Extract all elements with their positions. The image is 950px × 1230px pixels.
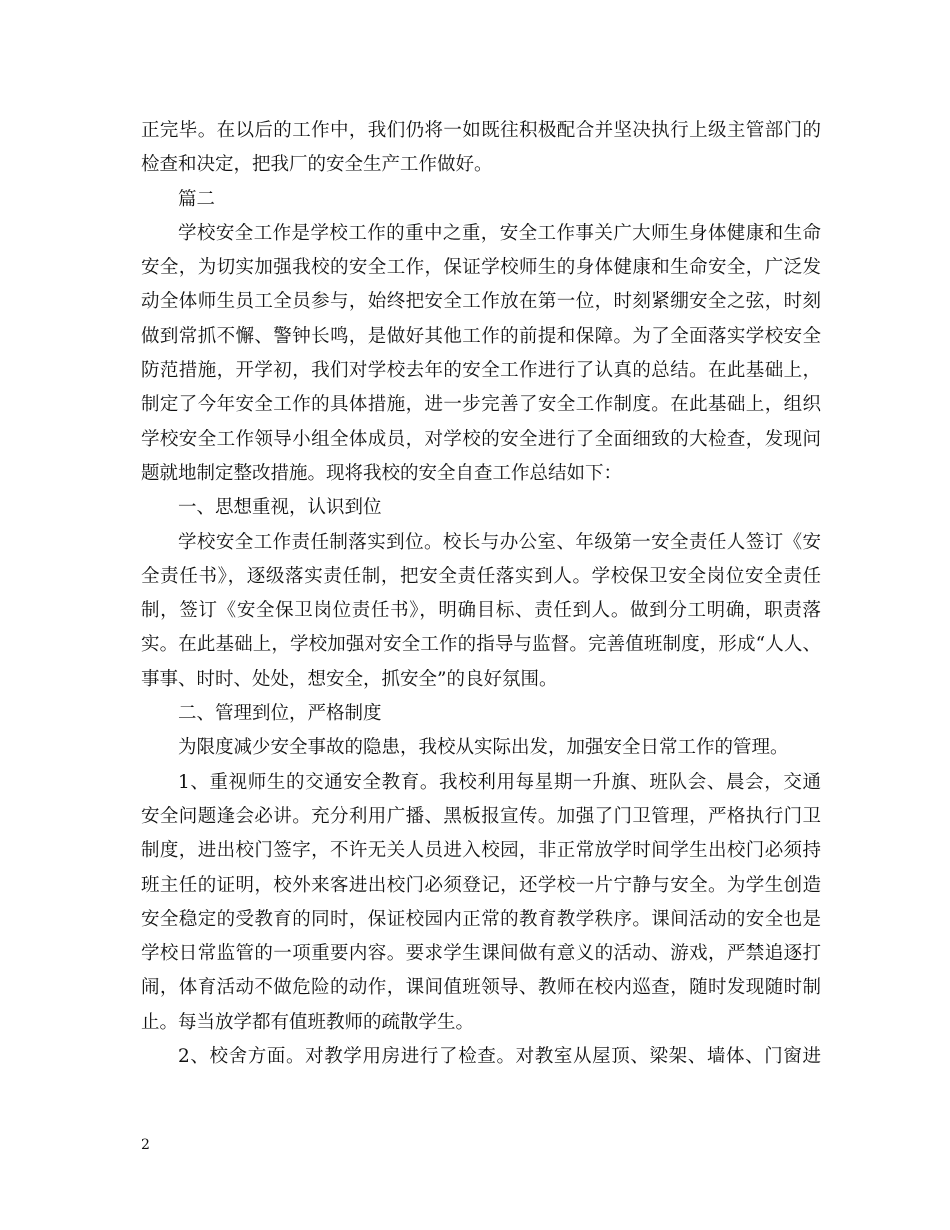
text-line: 正完毕。在以后的工作中，我们仍将一如既往积极配合并坚决执行上级主管部门的 [141,120,821,141]
text-line: 制度，进出校门签字，不许无关人员进入校园，非正常放学时间学生出校门必须持 [141,840,821,862]
text-line: 1、重视师生的交通安全教育。我校利用每星期一升旗、班队会、晨会，交通 [178,771,821,793]
document-body [141,114,821,1074]
text-line: 全责任书》，逐级落实责任制，把安全责任落实到人。学校保卫安全岗位安全责任 [141,565,821,587]
text-line: 安全稳定的受教育的同时，保证校园内正常的教育教学秩序。课间活动的安全也是 [141,908,821,930]
text-line: 篇二 [178,188,216,210]
text-line: 闹，体育活动不做危险的动作，课间值班领导、教师在校内巡查，随时发现随时制 [141,977,821,999]
text-line: 学校安全工作责任制落实到位。校长与办公室、年级第一安全责任人签订《安 [178,531,821,553]
text-line: 学校安全工作是学校工作的重中之重，安全工作事关广大师生身体健康和生命 [178,222,821,244]
text-line: 制，签订《安全保卫岗位责任书》，明确目标、责任到人。做到分工明确，职责落 [141,600,821,622]
text-line: 实。在此基础上，学校加强对安全工作的指导与监督。完善值班制度，形成“人人、 [141,634,821,656]
text-line: 安全问题逢会必讲。充分利用广播、黑板报宣传。加强了门卫管理，严格执行门卫 [141,805,821,827]
text-line: 二、管理到位，严格制度 [178,703,382,725]
text-line: 制定了今年安全工作的具体措施，进一步完善了安全工作制度。在此基础上，组织 [141,394,821,416]
text-line: 止。每当放学都有值班教师的疏散学生。 [141,1011,475,1033]
text-line: 事事、时时、处处，想安全，抓安全”的良好氛围。 [141,668,558,690]
text-line: 一、思想重视，认识到位 [178,497,382,519]
text-line: 题就地制定整改措施。现将我校的安全自查工作总结如下： [141,462,623,484]
text-line: 为限度减少安全事故的隐患，我校从实际出发，加强安全日常工作的管理。 [178,737,789,759]
text-line: 做到常抓不懈、警钟长鸣，是做好其他工作的前提和保障。为了全面落实学校安全 [141,325,821,347]
text-line: 学校安全工作领导小组全体成员，对学校的安全进行了全面细致的大检查，发现问 [141,428,821,450]
text-line: 防范措施，开学初，我们对学校去年的安全工作进行了认真的总结。在此基础上， [141,360,821,382]
text-line: 班主任的证明，校外来客进出校门必须登记，还学校一片宁静与安全。为学生创造 [141,874,821,896]
text-line: 安全，为切实加强我校的安全工作，保证学校师生的身体健康和生命安全，广泛发 [141,257,821,279]
text-line: 2、校舍方面。对教学用房进行了检查。对教室从屋顶、梁架、墙体、门窗进 [178,1046,821,1068]
text-line: 动全体师生员工全员参与，始终把安全工作放在第一位，时刻紧绷安全之弦，时刻 [141,291,821,313]
text-line: 学校日常监管的一项重要内容。要求学生课间做有意义的活动、游戏，严禁追逐打 [141,943,821,965]
text-line: 检查和决定，把我厂的安全生产工作做好。 [141,154,493,176]
page-number: 2 [141,1137,150,1153]
